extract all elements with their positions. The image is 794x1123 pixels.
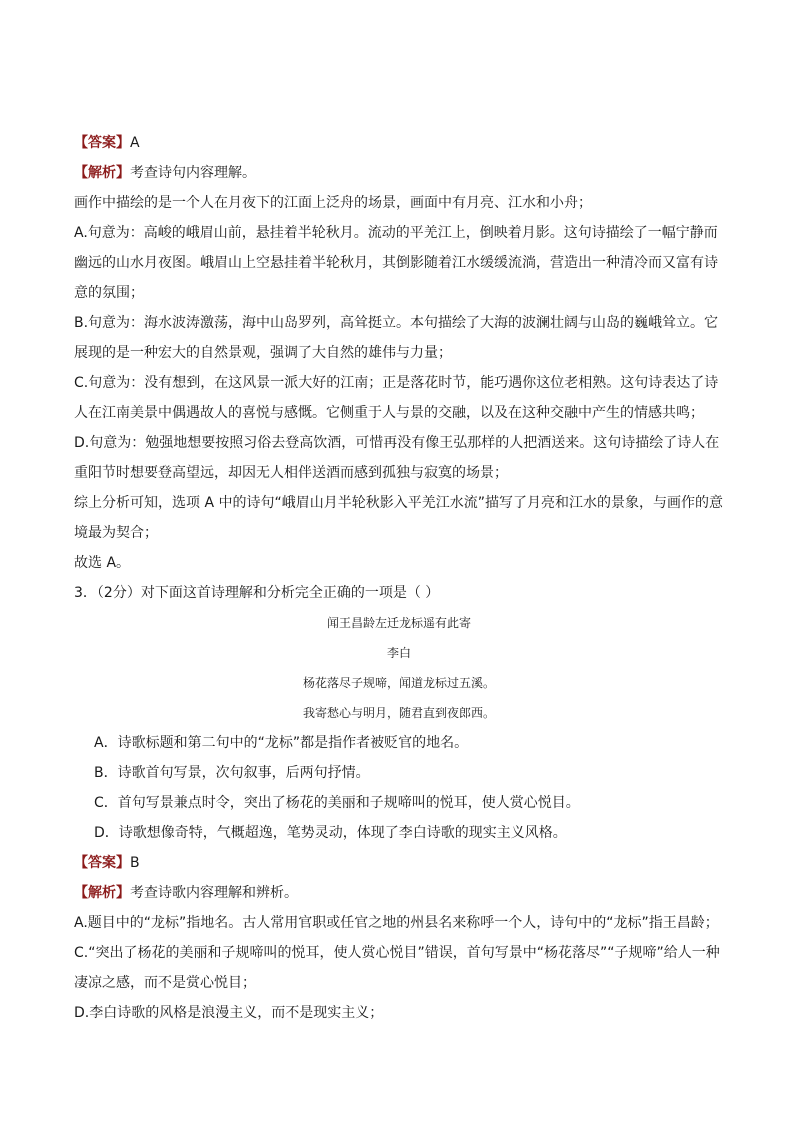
- analysis-intro: 考查诗歌内容理解和辨析。: [130, 885, 298, 901]
- analysis-text-line: 画作中描绘的是一个人在月夜下的江面上泛舟的场景，画面中有月亮、江水和小舟；: [74, 195, 592, 211]
- analysis-text-line: 幽远的山水月夜图。峨眉山上空悬挂着半轮秋月，其倒影随着江水缓缓流淌，营造出一种清冷而又富有诗: [74, 255, 718, 271]
- analysis-intro: 考查诗句内容理解。: [130, 165, 256, 181]
- poem-title: 闻王昌龄左迁龙标遥有此寄: [326, 616, 471, 630]
- option-d: D．诗歌想像奇特，气概超逸，笔势灵动，体现了李白诗歌的现实主义风格。: [94, 825, 567, 841]
- analysis-line: [74, 158, 724, 188]
- answer-line: [74, 128, 724, 158]
- answer-line: [74, 848, 724, 878]
- analysis-text-line: 展现的是一种宏大的自然景观，强调了大自然的雄伟与力量；: [74, 345, 452, 361]
- analysis-text-line: 人在江南美景中偶遇故人的喜悦与感慨。它侧重于人与景的交融，以及在这种交融中产生的情感共鸣；: [74, 405, 704, 421]
- analysis-text-line: 意的氛围；: [74, 285, 144, 301]
- analysis-text-line: 故选 A。: [74, 555, 131, 571]
- analysis-text-line: A.题目中的“龙标”指地名。古人常用官职或任官之地的州县名来称呼一个人，诗句中的“龙标”指王昌龄；: [74, 915, 719, 931]
- analysis-text-line: 境最为契合；: [74, 525, 158, 541]
- option-b: B．诗歌首句写景，次句叙事，后两句抒情。: [94, 765, 370, 781]
- option-c: C．首句写景兼点时令，突出了杨花的美丽和子规啼叫的悦耳，使人赏心悦目。: [94, 795, 580, 811]
- analysis-text-line: C.“突出了杨花的美丽和子规啼叫的悦耳，使人赏心悦目”错误，首句写景中“杨花落尽”“子规啼”给人一种: [74, 945, 720, 961]
- analysis-line: [74, 878, 724, 908]
- analysis-text-line: D.李白诗歌的风格是浪漫主义，而不是现实主义；: [74, 1005, 384, 1021]
- answer-tag: 【答案】: [74, 135, 130, 151]
- analysis-tag: 【解析】: [74, 165, 130, 181]
- question-stem: 3．（2分）对下面这首诗理解和分析完全正确的一项是（ ）: [74, 585, 440, 601]
- analysis-text-line: 凄凉之感，而不是赏心悦目；: [74, 975, 256, 991]
- analysis-text-line: A.句意为：高峻的峨眉山前，悬挂着半轮秋月。流动的平羌江上，倒映着月影。这句诗描绘了一幅宁静而: [74, 225, 718, 241]
- answer-value: B: [130, 855, 140, 871]
- analysis-text-line: 综上分析可知，选项 A 中的诗句“峨眉山月半轮秋影入平羌江水流”描写了月亮和江水的景象，与画作的意: [74, 495, 723, 511]
- option-a: A．诗歌标题和第二句中的“龙标”都是指作者被贬官的地名。: [94, 735, 469, 751]
- document-content: [74, 128, 724, 1028]
- analysis-text-line: 重阳节时想要登高望远，却因无人相伴送酒而感到孤独与寂寞的场景；: [74, 465, 508, 481]
- poem-line: 杨花落尽子规啼，闻道龙标过五溪。: [302, 676, 495, 690]
- answer-tag: 【答案】: [74, 855, 130, 871]
- analysis-text-line: B.句意为：海水波涛激荡，海中山岛罗列，高耸挺立。本句描绘了大海的波澜壮阔与山岛的巍峨耸立。它: [74, 315, 719, 331]
- poem-line: 我寄愁心与明月，随君直到夜郎西。: [302, 706, 495, 720]
- answer-value: A: [130, 135, 140, 151]
- analysis-text-line: C.句意为：没有想到，在这风景一派大好的江南；正是落花时节，能巧遇你这位老相熟。这句诗表达了诗: [74, 375, 719, 391]
- poem-author: 李白: [386, 646, 411, 660]
- analysis-tag: 【解析】: [74, 885, 130, 901]
- analysis-text-line: D.句意为：勉强地想要按照习俗去登高饮酒，可惜再没有像王弘那样的人把酒送来。这句诗描绘了诗人在: [74, 435, 720, 451]
